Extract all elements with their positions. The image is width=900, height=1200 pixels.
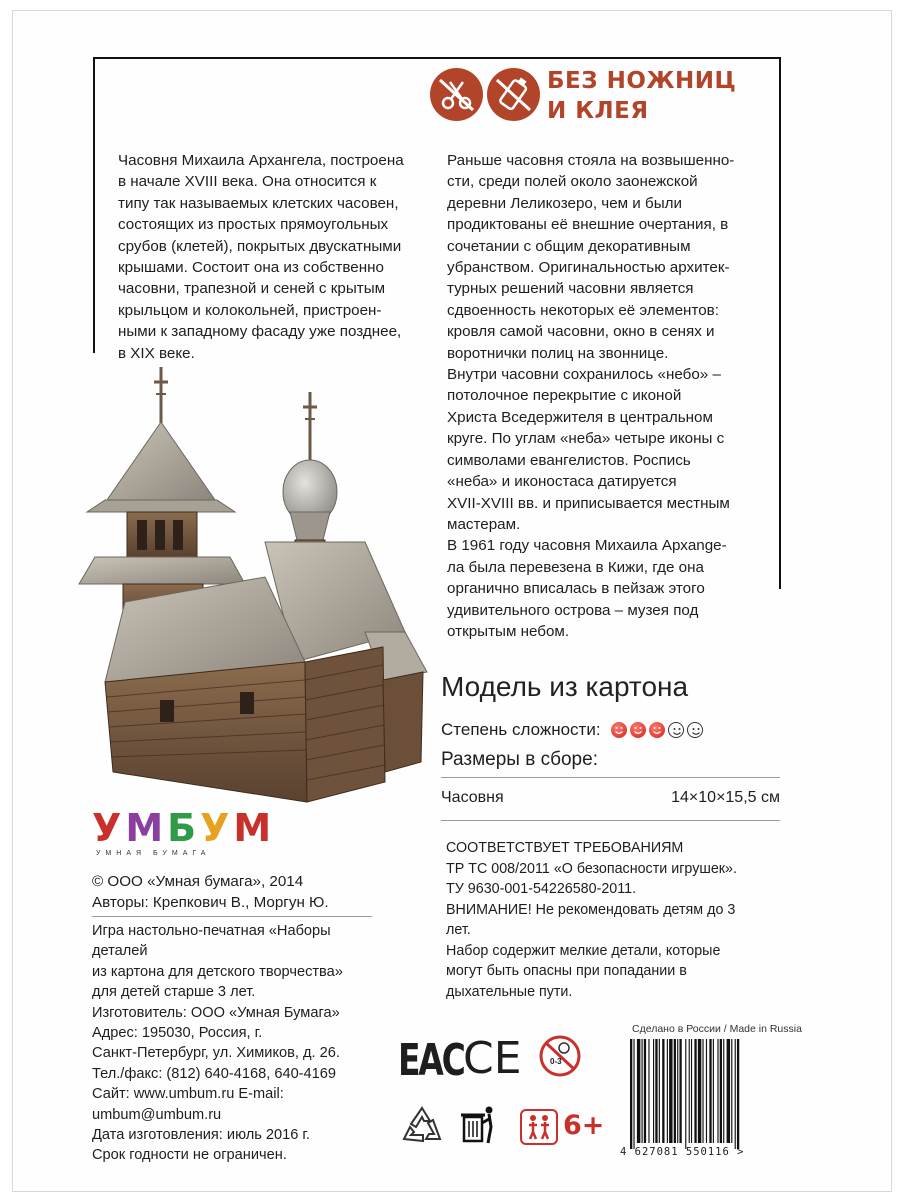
barcode-bar [727, 1039, 730, 1143]
desc-line: мастерам. [447, 515, 521, 533]
desc-line: потолочное перекрытие с иконой [447, 387, 682, 405]
barcode-bar [653, 1039, 654, 1143]
publisher-line: для детей старше 3 лет. [92, 984, 256, 1001]
difficulty-filled-icon [611, 722, 627, 738]
no-scissors-icon [430, 68, 483, 121]
model-title: Модель из картона [441, 671, 689, 702]
description-left [118, 150, 418, 364]
barcode-bar [659, 1039, 660, 1143]
frame-line-right [779, 57, 781, 589]
compliance-line: могут быть опасны при попадании в [446, 963, 687, 979]
ce-mark: CE [463, 1033, 522, 1084]
desc-line: сти, среди полей около заонежской [447, 173, 698, 191]
publisher-block [92, 921, 432, 1166]
recycle-icon [400, 1105, 444, 1150]
desc-line: Раньше часовня стояла на возвышенно- [447, 152, 735, 169]
desc-line: Часовня Михаила Архангела, построена [118, 152, 404, 169]
compliance-line: СООТВЕТСТВУЕТ ТРЕБОВАНИЯМ [446, 840, 684, 856]
barcode-bar [720, 1039, 722, 1143]
desc-line: в начале XVIII века. Она относится к [118, 173, 377, 191]
desc-line: ными к западному фасаду уже позднее, [118, 323, 402, 341]
logo-letter: М [233, 806, 272, 850]
barcode-bar [717, 1039, 718, 1143]
barcode-bar [630, 1039, 632, 1149]
barcode-bar [737, 1039, 739, 1149]
publisher-line: Тел./факс: (812) 640-4168, 640-4169 [92, 1065, 337, 1082]
publisher-line: Изготовитель: ООО «Умная Бумага» [92, 1004, 340, 1021]
barcode-bar [698, 1039, 701, 1143]
logo-subtitle: УМНАЯ БУМАГА [96, 850, 211, 857]
barcode-bar [674, 1039, 676, 1143]
barcode-bar [689, 1039, 690, 1143]
desc-line: символами евангелистов. Роспись [447, 451, 691, 469]
item-size: 14×10×15,5 см [671, 789, 780, 806]
no-glue-icon [487, 68, 540, 121]
desc-line: крышами. Состоит она из собственно [118, 259, 384, 277]
barcode-bar [702, 1039, 703, 1143]
compliance-line: Набор содержит мелкие детали, которые [446, 942, 721, 959]
barcode-bar [648, 1039, 649, 1143]
desc-line: турных решений часовни является [447, 280, 694, 298]
difficulty-rating [611, 722, 706, 738]
badge-line-1: БЕЗ НОЖНИЦ [547, 68, 737, 94]
difficulty-label: Степень сложности: [441, 720, 601, 739]
frame-line-top [93, 57, 780, 59]
publisher-line: Санкт-Петербург, ул. Химиков, д. 26. [92, 1045, 340, 1062]
logo-letter: М [125, 806, 164, 850]
barcode-bar [669, 1039, 672, 1143]
barcode-bar [706, 1039, 707, 1143]
sizes-label: Размеры в сборе: [441, 749, 598, 770]
barcode-bar [679, 1039, 681, 1143]
difficulty-empty-icon [687, 722, 703, 738]
compliance-line: лет. [446, 922, 471, 938]
copyright-divider [92, 916, 372, 917]
publisher-line: Адрес: 195030, Россия, г. [92, 1025, 263, 1042]
badge-line-2: И КЛЕЯ [547, 98, 649, 124]
desc-line: удивительного острова – музея под [447, 601, 699, 619]
publisher-line: деталей [92, 943, 148, 960]
desc-line: ла была перевезена в Кижи, где она [447, 558, 704, 576]
barcode-bar [667, 1039, 668, 1143]
logo-letter: У [92, 806, 122, 850]
desc-line: часовни, трапезной и сеней с крытым [118, 280, 386, 298]
children-icon [520, 1109, 558, 1145]
desc-line: Внутри часовни сохранилось «небо» – [447, 366, 721, 384]
desc-line: в XIX веке. [118, 344, 195, 362]
description-right [447, 150, 772, 642]
desc-line: органично вписалась в пейзаж этого [447, 580, 705, 598]
no-scissors-glue-label [547, 66, 736, 126]
age-warning-label: 0-3 [550, 1057, 562, 1066]
barcode-bar [713, 1039, 714, 1143]
publisher-line: Игра настольно-печатная «Наборы [92, 923, 331, 939]
desc-line: срубов (клетей), покрытых двускатными [118, 237, 402, 255]
publisher-line: Дата изготовления: июль 2016 г. [92, 1127, 310, 1144]
chapel-model-image [65, 362, 435, 824]
barcode-bar [662, 1039, 664, 1143]
desc-line: деревни Леликозеро, чем и были [447, 194, 682, 212]
desc-line: XVII-XVIII вв. и приписывается местным [447, 494, 730, 512]
made-in-label: Сделано в России / Made in Russia [632, 1023, 802, 1035]
desc-line: Христа Вседержителя в центральном [447, 408, 713, 426]
desc-line: кровля самой часовни, окно в сенях и [447, 323, 715, 341]
barcode-bar [723, 1039, 724, 1143]
barcode-bar [677, 1039, 678, 1143]
desc-line: В 1961 году часовня Михаила Архange- [447, 537, 727, 555]
barcode-bar [637, 1039, 640, 1143]
desc-line: сочетании с общим декоративным [447, 237, 691, 255]
compliance-line: ВНИМАНИЕ! Не рекомендовать детям до 3 [446, 901, 736, 918]
difficulty-empty-icon [668, 722, 684, 738]
barcode [628, 1039, 778, 1149]
barcode-bar [735, 1039, 736, 1149]
copyright-line: © ООО «Умная бумага», 2014 [92, 873, 304, 890]
barcode-bar [694, 1039, 696, 1143]
difficulty-filled-icon [630, 722, 646, 738]
frame-line-left [93, 57, 95, 353]
publisher-line: из картона для детского творчества» [92, 963, 343, 980]
desc-line: сдвоенность некоторых её элементов: [447, 301, 719, 319]
publisher-line: Срок годности не ограничен. [92, 1147, 287, 1164]
barcode-bar [633, 1039, 634, 1149]
desc-line: крыльцом и колокольней, пристроен- [118, 301, 382, 319]
desc-line: состоящих из простых прямоугольных [118, 216, 389, 234]
compliance-block [446, 838, 786, 1002]
desc-line: «неба» и иконостаса датируется [447, 473, 677, 491]
age-rating: 6+ [563, 1110, 605, 1141]
copyright-block [92, 871, 422, 914]
barcode-bar [685, 1039, 686, 1149]
logo-letter: У [200, 806, 230, 850]
authors-line: Авторы: Крепкович В., Моргун Ю. [92, 894, 329, 912]
compliance-line: дыхательные пути. [446, 983, 573, 1000]
barcode-bar [709, 1039, 711, 1143]
age-warning-icon [538, 1034, 582, 1078]
barcode-bar [655, 1039, 657, 1143]
trash-bin-icon [458, 1103, 498, 1152]
sizes-divider [441, 777, 780, 778]
umbum-logo [92, 808, 271, 857]
eac-mark: EAC [398, 1035, 464, 1086]
item-name: Часовня [441, 789, 504, 806]
desc-line: воротнички полиц на звоннице. [447, 344, 669, 362]
barcode-digits: 4 627081 550116 > [620, 1146, 745, 1158]
compliance-line: ТУ 9630-001-54226580-2011. [446, 881, 637, 897]
publisher-line: Сайт: www.umbum.ru E-mail: [92, 1086, 284, 1103]
difficulty-filled-icon [649, 722, 665, 738]
difficulty-row [441, 720, 706, 740]
sizes-divider-bottom [441, 820, 780, 821]
compliance-line: ТР ТС 008/2011 «О безопасности игрушек». [446, 860, 737, 877]
barcode-bar [691, 1039, 692, 1143]
desc-line: типу так называемых клетских часовен, [118, 194, 399, 212]
barcode-bar [644, 1039, 646, 1143]
publisher-line: umbum@umbum.ru [92, 1106, 222, 1123]
desc-line: открытым небом. [447, 622, 570, 640]
barcode-bar [642, 1039, 643, 1143]
desc-line: круге. По углам «неба» четыре иконы с [447, 430, 725, 448]
desc-line: убранством. Оригинальностью архитек- [447, 259, 730, 277]
desc-line: продиктованы её внешние очертания, в [447, 216, 729, 234]
barcode-bar [731, 1039, 732, 1143]
logo-letter: Б [167, 806, 197, 850]
